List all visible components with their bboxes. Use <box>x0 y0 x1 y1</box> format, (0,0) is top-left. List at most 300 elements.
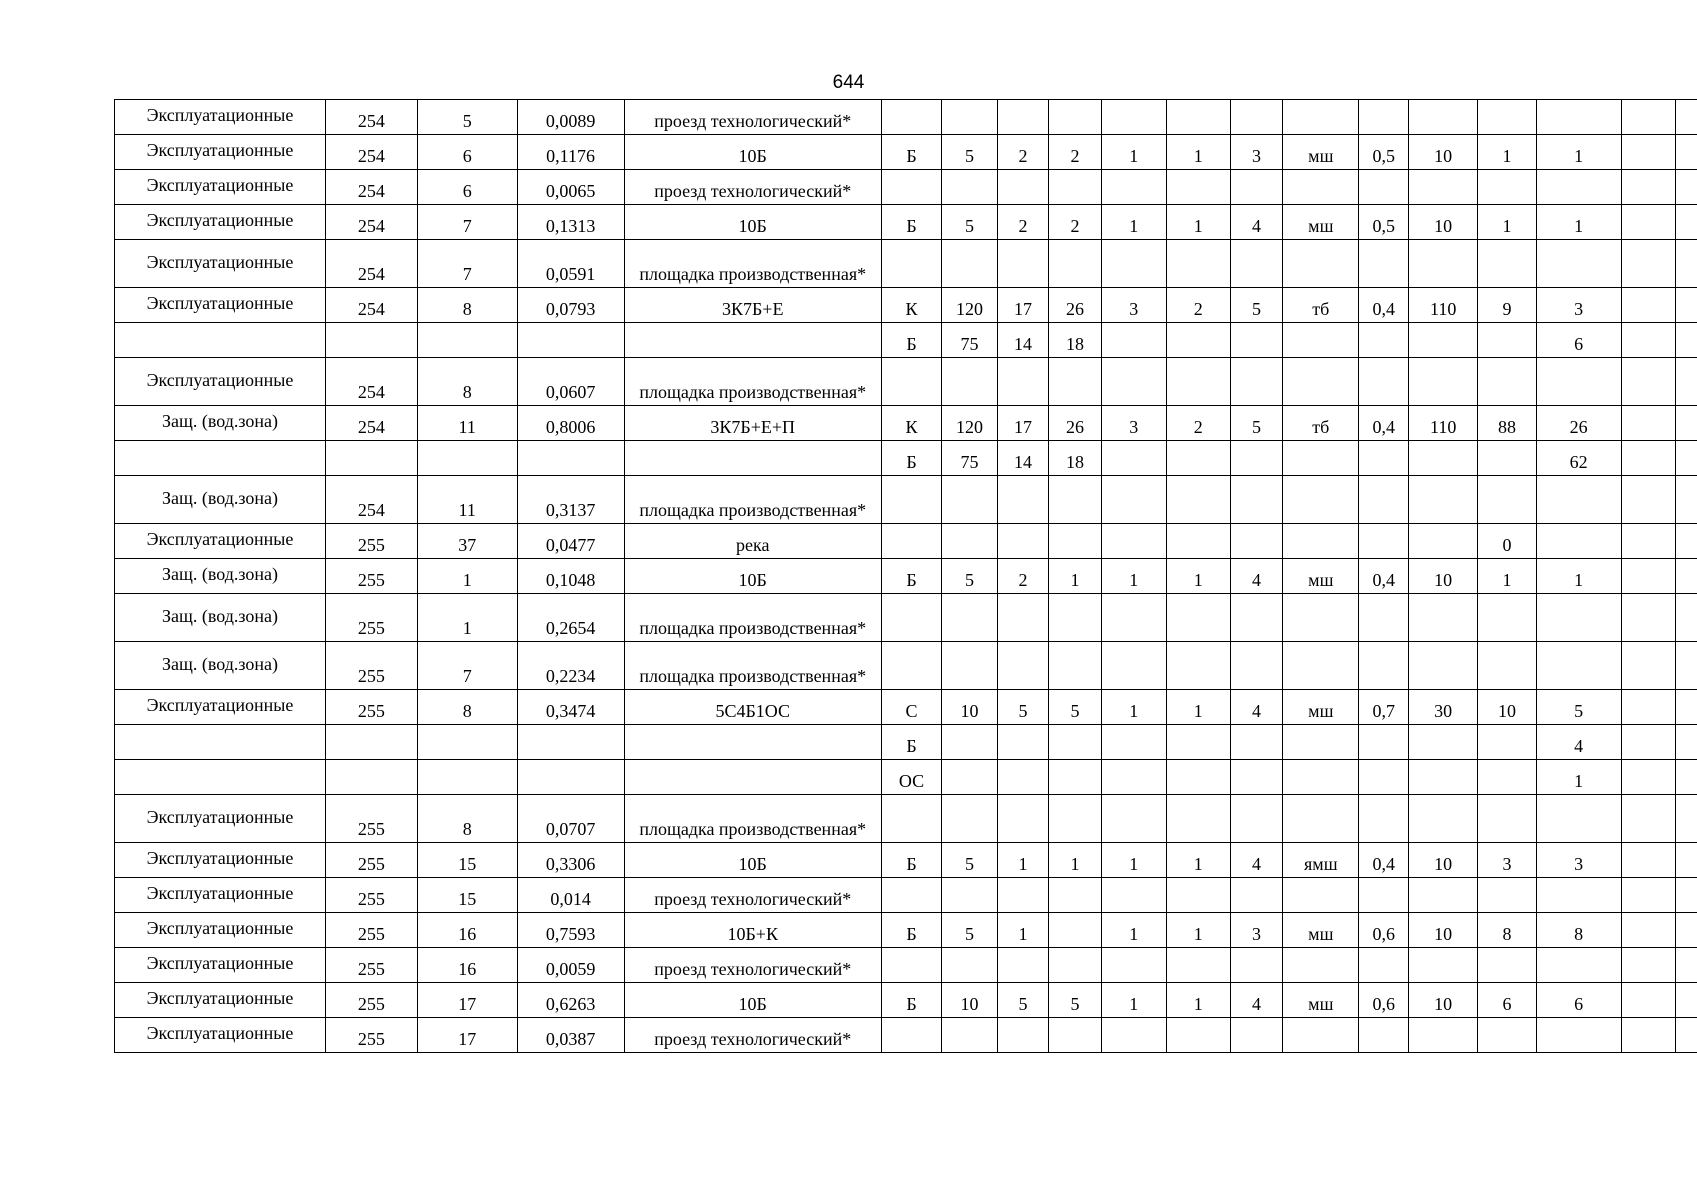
cell-class-c <box>1230 358 1282 406</box>
cell-class-a <box>1101 323 1166 358</box>
cell-section: 8 <box>417 795 517 843</box>
cell-class-b: 1 <box>1166 913 1230 948</box>
table-row <box>115 795 1697 843</box>
cell-class-b <box>1166 441 1230 476</box>
cell-forest-type: мш <box>1283 690 1359 725</box>
cell-area: 0,0065 <box>517 170 624 205</box>
cell-section: 17 <box>417 983 517 1018</box>
cell-section: 15 <box>417 878 517 913</box>
cell-extra-2 <box>1675 524 1697 559</box>
cell-class-a <box>1101 642 1166 690</box>
cell-forest-type: мш <box>1283 983 1359 1018</box>
cell-age <box>942 948 998 983</box>
cell-density <box>1359 240 1409 288</box>
cell-species <box>881 878 941 913</box>
cell-composition <box>624 323 881 358</box>
cell-height <box>997 725 1048 760</box>
cell-area: 0,6263 <box>517 983 624 1018</box>
cell-extra-1 <box>1621 100 1675 135</box>
cell-category <box>115 441 326 476</box>
cell-density: 0,5 <box>1359 135 1409 170</box>
cell-density: 0,4 <box>1359 406 1409 441</box>
cell-diameter <box>1049 725 1101 760</box>
cell-volume-total <box>1478 948 1536 983</box>
cell-quarter: 255 <box>325 913 417 948</box>
cell-density: 0,4 <box>1359 843 1409 878</box>
cell-quarter <box>325 441 417 476</box>
cell-diameter <box>1049 642 1101 690</box>
table-row <box>115 240 1697 288</box>
cell-section: 8 <box>417 358 517 406</box>
cell-species <box>881 240 941 288</box>
cell-area: 0,7593 <box>517 913 624 948</box>
cell-quarter: 254 <box>325 135 417 170</box>
cell-volume-total <box>1478 100 1536 135</box>
cell-extra-1 <box>1621 725 1675 760</box>
cell-class-a <box>1101 240 1166 288</box>
cell-stock <box>1409 524 1478 559</box>
cell-class-b <box>1166 170 1230 205</box>
cell-class-b <box>1166 524 1230 559</box>
cell-forest-type: тб <box>1283 406 1359 441</box>
cell-quarter: 254 <box>325 476 417 524</box>
cell-extra-1 <box>1621 690 1675 725</box>
cell-volume-species <box>1536 1018 1621 1053</box>
cell-height <box>997 170 1048 205</box>
cell-class-a <box>1101 594 1166 642</box>
cell-extra-2 <box>1675 878 1697 913</box>
cell-diameter <box>1049 358 1101 406</box>
cell-stock: 10 <box>1409 205 1478 240</box>
cell-species: К <box>881 288 941 323</box>
cell-height <box>997 878 1048 913</box>
table-row <box>115 843 1697 878</box>
cell-age <box>942 358 998 406</box>
cell-quarter: 255 <box>325 878 417 913</box>
cell-stock: 30 <box>1409 690 1478 725</box>
cell-age <box>942 100 998 135</box>
cell-category <box>115 760 326 795</box>
cell-class-a <box>1101 170 1166 205</box>
cell-forest-type <box>1283 358 1359 406</box>
cell-quarter <box>325 323 417 358</box>
cell-section: 8 <box>417 690 517 725</box>
cell-category: Эксплуатационные <box>115 690 326 725</box>
cell-composition: проезд технологический* <box>624 170 881 205</box>
cell-class-c <box>1230 795 1282 843</box>
cell-volume-total: 1 <box>1478 559 1536 594</box>
cell-quarter: 255 <box>325 559 417 594</box>
cell-diameter: 5 <box>1049 983 1101 1018</box>
cell-composition: 10Б+К <box>624 913 881 948</box>
cell-quarter: 254 <box>325 406 417 441</box>
cell-composition: площадка производственная* <box>624 240 881 288</box>
cell-age: 5 <box>942 205 998 240</box>
cell-class-a: 1 <box>1101 205 1166 240</box>
cell-volume-total <box>1478 441 1536 476</box>
cell-height <box>997 240 1048 288</box>
cell-forest-type <box>1283 240 1359 288</box>
cell-volume-total <box>1478 642 1536 690</box>
cell-area: 0,0089 <box>517 100 624 135</box>
cell-age: 10 <box>942 690 998 725</box>
cell-volume-species: 5 <box>1536 690 1621 725</box>
cell-volume-species: 3 <box>1536 843 1621 878</box>
cell-category: Эксплуатационные <box>115 878 326 913</box>
cell-age: 120 <box>942 288 998 323</box>
cell-species: Б <box>881 843 941 878</box>
cell-area: 0,3137 <box>517 476 624 524</box>
cell-quarter: 255 <box>325 983 417 1018</box>
cell-species <box>881 358 941 406</box>
cell-composition: 10Б <box>624 843 881 878</box>
cell-height: 2 <box>997 205 1048 240</box>
cell-density <box>1359 1018 1409 1053</box>
cell-age <box>942 524 998 559</box>
cell-forest-type <box>1283 948 1359 983</box>
cell-extra-1 <box>1621 170 1675 205</box>
cell-forest-type <box>1283 170 1359 205</box>
cell-volume-species <box>1536 476 1621 524</box>
cell-species: Б <box>881 559 941 594</box>
cell-volume-total <box>1478 358 1536 406</box>
cell-age: 75 <box>942 441 998 476</box>
cell-diameter <box>1049 170 1101 205</box>
cell-area: 0,0591 <box>517 240 624 288</box>
cell-volume-total <box>1478 795 1536 843</box>
cell-composition: 10Б <box>624 135 881 170</box>
cell-volume-species <box>1536 948 1621 983</box>
cell-class-a <box>1101 760 1166 795</box>
cell-quarter: 255 <box>325 642 417 690</box>
cell-diameter <box>1049 948 1101 983</box>
cell-age <box>942 795 998 843</box>
cell-stock <box>1409 878 1478 913</box>
cell-age <box>942 476 998 524</box>
cell-class-b <box>1166 642 1230 690</box>
cell-area: 0,3474 <box>517 690 624 725</box>
cell-density <box>1359 441 1409 476</box>
cell-extra-2 <box>1675 795 1697 843</box>
table-row <box>115 642 1697 690</box>
cell-class-a: 1 <box>1101 983 1166 1018</box>
cell-volume-total <box>1478 594 1536 642</box>
cell-extra-1 <box>1621 642 1675 690</box>
cell-species: Б <box>881 205 941 240</box>
cell-volume-species <box>1536 642 1621 690</box>
cell-age <box>942 725 998 760</box>
cell-class-a <box>1101 948 1166 983</box>
cell-species: ОС <box>881 760 941 795</box>
cell-section: 16 <box>417 913 517 948</box>
cell-forest-type: ямш <box>1283 843 1359 878</box>
cell-class-c <box>1230 948 1282 983</box>
cell-area: 0,014 <box>517 878 624 913</box>
cell-section: 6 <box>417 135 517 170</box>
cell-composition: 10Б <box>624 559 881 594</box>
cell-height <box>997 358 1048 406</box>
cell-diameter: 1 <box>1049 843 1101 878</box>
cell-class-c: 5 <box>1230 288 1282 323</box>
cell-class-b <box>1166 100 1230 135</box>
cell-composition: проезд технологический* <box>624 948 881 983</box>
cell-extra-2 <box>1675 594 1697 642</box>
cell-diameter: 1 <box>1049 559 1101 594</box>
cell-volume-species <box>1536 878 1621 913</box>
cell-class-c: 5 <box>1230 406 1282 441</box>
cell-species <box>881 1018 941 1053</box>
cell-density <box>1359 524 1409 559</box>
cell-section: 17 <box>417 1018 517 1053</box>
cell-class-c: 3 <box>1230 135 1282 170</box>
cell-class-b <box>1166 358 1230 406</box>
cell-age <box>942 642 998 690</box>
cell-composition: проезд технологический* <box>624 1018 881 1053</box>
cell-extra-1 <box>1621 795 1675 843</box>
cell-diameter <box>1049 476 1101 524</box>
cell-density <box>1359 476 1409 524</box>
cell-category: Эксплуатационные <box>115 135 326 170</box>
cell-species <box>881 795 941 843</box>
cell-height: 17 <box>997 406 1048 441</box>
cell-area: 0,0477 <box>517 524 624 559</box>
cell-height: 1 <box>997 913 1048 948</box>
cell-class-b <box>1166 795 1230 843</box>
table-row <box>115 948 1697 983</box>
cell-class-b <box>1166 1018 1230 1053</box>
cell-category: Эксплуатационные <box>115 948 326 983</box>
cell-height: 14 <box>997 441 1048 476</box>
cell-class-b <box>1166 760 1230 795</box>
cell-density <box>1359 878 1409 913</box>
cell-volume-total: 1 <box>1478 135 1536 170</box>
cell-diameter: 2 <box>1049 205 1101 240</box>
cell-density <box>1359 323 1409 358</box>
cell-diameter <box>1049 1018 1101 1053</box>
cell-volume-total: 88 <box>1478 406 1536 441</box>
cell-volume-species <box>1536 170 1621 205</box>
cell-age: 120 <box>942 406 998 441</box>
cell-section <box>417 441 517 476</box>
cell-age <box>942 240 998 288</box>
cell-density: 0,4 <box>1359 288 1409 323</box>
cell-height: 2 <box>997 135 1048 170</box>
cell-age: 5 <box>942 559 998 594</box>
cell-class-a: 1 <box>1101 913 1166 948</box>
cell-diameter <box>1049 760 1101 795</box>
cell-extra-2 <box>1675 406 1697 441</box>
cell-extra-1 <box>1621 948 1675 983</box>
cell-quarter: 255 <box>325 948 417 983</box>
cell-class-a <box>1101 441 1166 476</box>
cell-stock <box>1409 100 1478 135</box>
cell-class-c <box>1230 1018 1282 1053</box>
cell-composition: 5С4Б1ОС <box>624 690 881 725</box>
cell-category: Эксплуатационные <box>115 358 326 406</box>
cell-age <box>942 1018 998 1053</box>
cell-volume-total: 0 <box>1478 524 1536 559</box>
cell-composition: площадка производственная* <box>624 358 881 406</box>
cell-age: 75 <box>942 323 998 358</box>
cell-diameter <box>1049 594 1101 642</box>
cell-volume-total <box>1478 323 1536 358</box>
cell-class-c <box>1230 240 1282 288</box>
cell-class-a <box>1101 795 1166 843</box>
cell-density: 0,7 <box>1359 690 1409 725</box>
cell-volume-species: 1 <box>1536 205 1621 240</box>
cell-extra-2 <box>1675 559 1697 594</box>
cell-class-b: 1 <box>1166 559 1230 594</box>
cell-section: 16 <box>417 948 517 983</box>
cell-class-a: 1 <box>1101 135 1166 170</box>
cell-area: 0,0607 <box>517 358 624 406</box>
table-row <box>115 358 1697 406</box>
cell-height <box>997 760 1048 795</box>
cell-composition: проезд технологический* <box>624 878 881 913</box>
table-row <box>115 725 1697 760</box>
cell-species <box>881 642 941 690</box>
cell-class-c <box>1230 476 1282 524</box>
cell-class-a <box>1101 725 1166 760</box>
cell-composition: площадка производственная* <box>624 795 881 843</box>
cell-extra-2 <box>1675 690 1697 725</box>
cell-diameter <box>1049 100 1101 135</box>
cell-volume-species <box>1536 594 1621 642</box>
cell-volume-total: 8 <box>1478 913 1536 948</box>
cell-extra-1 <box>1621 441 1675 476</box>
cell-class-a: 3 <box>1101 406 1166 441</box>
cell-section: 11 <box>417 476 517 524</box>
cell-forest-type <box>1283 100 1359 135</box>
cell-species: Б <box>881 725 941 760</box>
cell-composition <box>624 760 881 795</box>
cell-class-b: 1 <box>1166 135 1230 170</box>
cell-volume-total: 1 <box>1478 205 1536 240</box>
cell-species <box>881 100 941 135</box>
cell-extra-1 <box>1621 524 1675 559</box>
cell-extra-1 <box>1621 559 1675 594</box>
cell-volume-total: 10 <box>1478 690 1536 725</box>
cell-area: 0,0707 <box>517 795 624 843</box>
cell-height <box>997 100 1048 135</box>
cell-extra-2 <box>1675 100 1697 135</box>
cell-volume-species <box>1536 100 1621 135</box>
cell-diameter: 18 <box>1049 441 1101 476</box>
cell-class-c <box>1230 524 1282 559</box>
cell-extra-1 <box>1621 240 1675 288</box>
cell-class-c: 4 <box>1230 205 1282 240</box>
cell-extra-1 <box>1621 476 1675 524</box>
cell-volume-total: 9 <box>1478 288 1536 323</box>
cell-extra-2 <box>1675 983 1697 1018</box>
cell-age <box>942 878 998 913</box>
cell-stock <box>1409 240 1478 288</box>
cell-category <box>115 725 326 760</box>
cell-height: 1 <box>997 843 1048 878</box>
cell-height <box>997 642 1048 690</box>
cell-extra-1 <box>1621 760 1675 795</box>
cell-density: 0,6 <box>1359 913 1409 948</box>
cell-height <box>997 476 1048 524</box>
cell-class-b: 1 <box>1166 983 1230 1018</box>
cell-volume-species: 26 <box>1536 406 1621 441</box>
cell-volume-total <box>1478 725 1536 760</box>
cell-extra-2 <box>1675 358 1697 406</box>
cell-class-b <box>1166 476 1230 524</box>
cell-stock: 10 <box>1409 135 1478 170</box>
cell-extra-1 <box>1621 323 1675 358</box>
cell-class-c <box>1230 170 1282 205</box>
cell-volume-species: 62 <box>1536 441 1621 476</box>
cell-area: 0,2654 <box>517 594 624 642</box>
cell-height: 5 <box>997 983 1048 1018</box>
table-row <box>115 476 1697 524</box>
cell-quarter: 255 <box>325 1018 417 1053</box>
cell-species <box>881 170 941 205</box>
cell-forest-type: мш <box>1283 559 1359 594</box>
cell-density <box>1359 358 1409 406</box>
cell-extra-2 <box>1675 948 1697 983</box>
cell-composition: площадка производственная* <box>624 476 881 524</box>
cell-volume-species: 4 <box>1536 725 1621 760</box>
table-row <box>115 983 1697 1018</box>
cell-class-a <box>1101 476 1166 524</box>
cell-class-c <box>1230 323 1282 358</box>
cell-section: 11 <box>417 406 517 441</box>
cell-quarter <box>325 725 417 760</box>
cell-class-c: 4 <box>1230 983 1282 1018</box>
cell-stock: 110 <box>1409 406 1478 441</box>
cell-class-a: 1 <box>1101 690 1166 725</box>
cell-section: 6 <box>417 170 517 205</box>
cell-age <box>942 760 998 795</box>
cell-diameter <box>1049 878 1101 913</box>
cell-species: К <box>881 406 941 441</box>
cell-diameter <box>1049 524 1101 559</box>
cell-class-b: 2 <box>1166 406 1230 441</box>
cell-class-b <box>1166 240 1230 288</box>
cell-class-c <box>1230 594 1282 642</box>
cell-category <box>115 323 326 358</box>
cell-stock <box>1409 323 1478 358</box>
cell-extra-1 <box>1621 288 1675 323</box>
cell-diameter: 5 <box>1049 690 1101 725</box>
cell-extra-2 <box>1675 1018 1697 1053</box>
cell-extra-2 <box>1675 441 1697 476</box>
cell-area <box>517 725 624 760</box>
table-row <box>115 878 1697 913</box>
cell-class-a: 1 <box>1101 559 1166 594</box>
cell-area: 0,1313 <box>517 205 624 240</box>
cell-age: 5 <box>942 913 998 948</box>
table-row <box>115 690 1697 725</box>
cell-forest-type <box>1283 476 1359 524</box>
cell-extra-1 <box>1621 406 1675 441</box>
cell-volume-species <box>1536 524 1621 559</box>
cell-area: 0,3306 <box>517 843 624 878</box>
cell-species: Б <box>881 135 941 170</box>
cell-quarter: 255 <box>325 690 417 725</box>
table-row <box>115 524 1697 559</box>
cell-quarter: 255 <box>325 594 417 642</box>
cell-composition: площадка производственная* <box>624 594 881 642</box>
cell-class-c <box>1230 441 1282 476</box>
cell-section <box>417 725 517 760</box>
cell-diameter <box>1049 913 1101 948</box>
cell-forest-type <box>1283 1018 1359 1053</box>
cell-age: 5 <box>942 843 998 878</box>
cell-density <box>1359 948 1409 983</box>
